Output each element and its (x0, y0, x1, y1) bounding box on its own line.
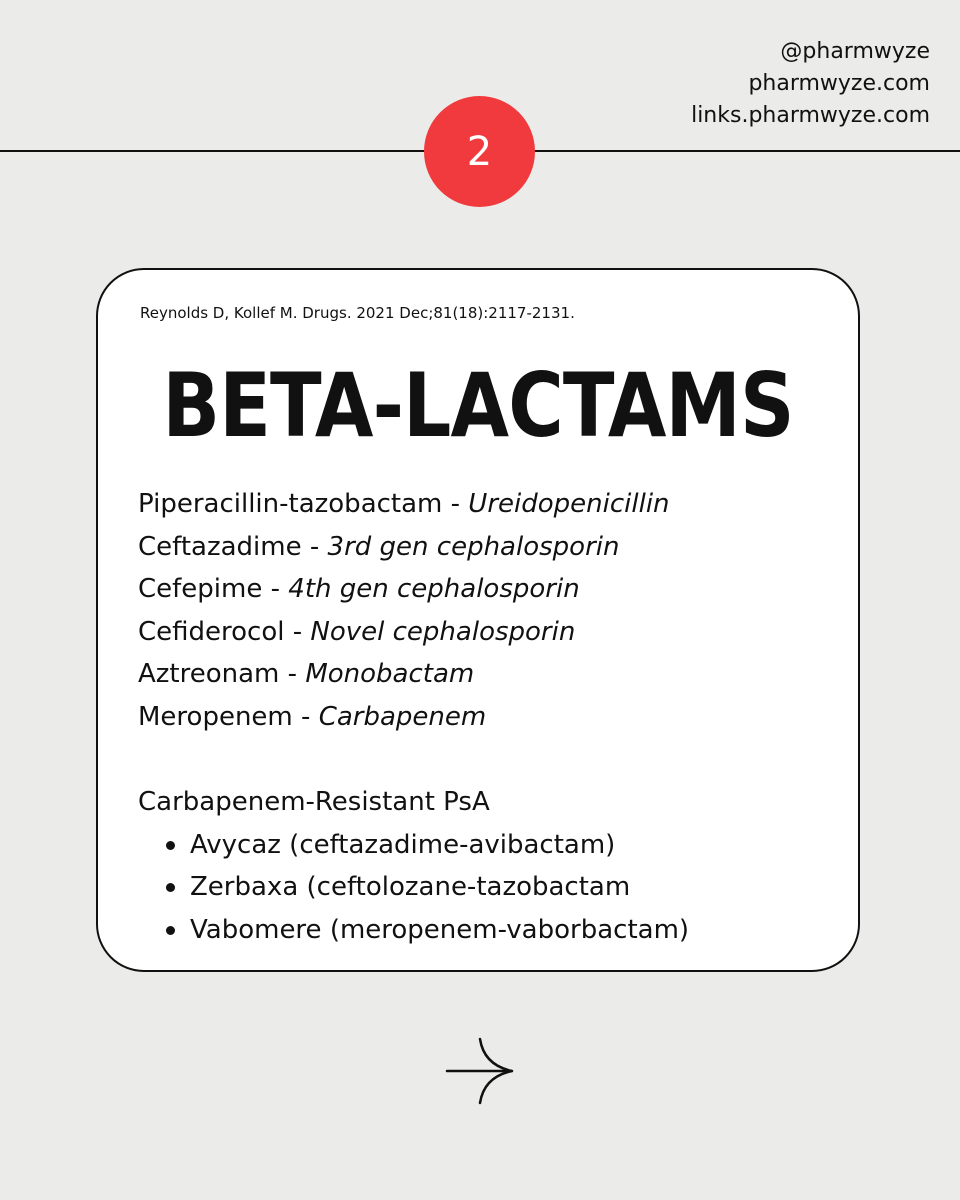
drug-name: Aztreonam (138, 659, 280, 690)
drug-class: Novel cephalosporin (310, 616, 576, 647)
drug-separator: - (442, 489, 469, 519)
resistant-section (138, 781, 689, 951)
drug-class: Monobactam (305, 659, 475, 690)
drug-row (138, 611, 670, 654)
page-number-badge: 2 (424, 96, 535, 207)
list-item-text: Avycaz (ceftazadime-avibactam) (190, 829, 616, 860)
drug-class: 4th gen cephalosporin (288, 574, 580, 605)
social-links (691, 36, 930, 132)
list-item (138, 866, 689, 909)
drug-class: 3rd gen cephalosporin (327, 531, 620, 562)
drug-row (138, 653, 670, 696)
bullet-icon (166, 926, 175, 935)
drug-list (138, 483, 670, 739)
card-title: BETA-LACTAMS (162, 354, 794, 457)
list-item-text: Zerbaxa (ceftolozane-tazobactam (190, 872, 631, 903)
drug-separator: - (284, 616, 311, 647)
website-link[interactable]: pharmwyze.com (748, 71, 930, 96)
drug-name: Ceftazadime (138, 531, 302, 562)
citation: Reynolds D, Kollef M. Drugs. 2021 Dec;81(18):2117-2131. (140, 304, 575, 322)
social-handle[interactable]: @pharmwyze (780, 39, 930, 64)
arrow-right-icon[interactable] (444, 1035, 516, 1107)
drug-name: Meropenem (138, 701, 293, 732)
resistant-list (138, 824, 689, 952)
drug-name: Cefepime (138, 574, 263, 605)
content-card (96, 268, 860, 972)
list-item-text: Vabomere (meropenem-vaborbactam) (190, 914, 690, 945)
bullet-icon (166, 883, 175, 892)
list-item (138, 824, 689, 867)
drug-class: Ureidopenicillin (468, 489, 670, 519)
drug-row (138, 696, 670, 739)
drug-name: Cefiderocol (138, 616, 285, 647)
drug-separator: - (279, 659, 306, 690)
drug-separator: - (292, 701, 319, 732)
resistant-heading: Carbapenem-Resistant PsA (138, 787, 490, 817)
drug-separator: - (262, 574, 289, 605)
drug-name: Piperacillin-tazobactam (138, 489, 443, 519)
arrow-right-icon-graphic (444, 1035, 516, 1107)
list-item (138, 909, 689, 952)
drug-row (138, 568, 670, 611)
drug-separator: - (301, 531, 328, 562)
drug-class: Carbapenem (318, 701, 487, 732)
bullet-icon (166, 841, 175, 850)
links-page-link[interactable]: links.pharmwyze.com (691, 103, 930, 128)
drug-row (138, 526, 670, 569)
drug-row (138, 483, 670, 526)
